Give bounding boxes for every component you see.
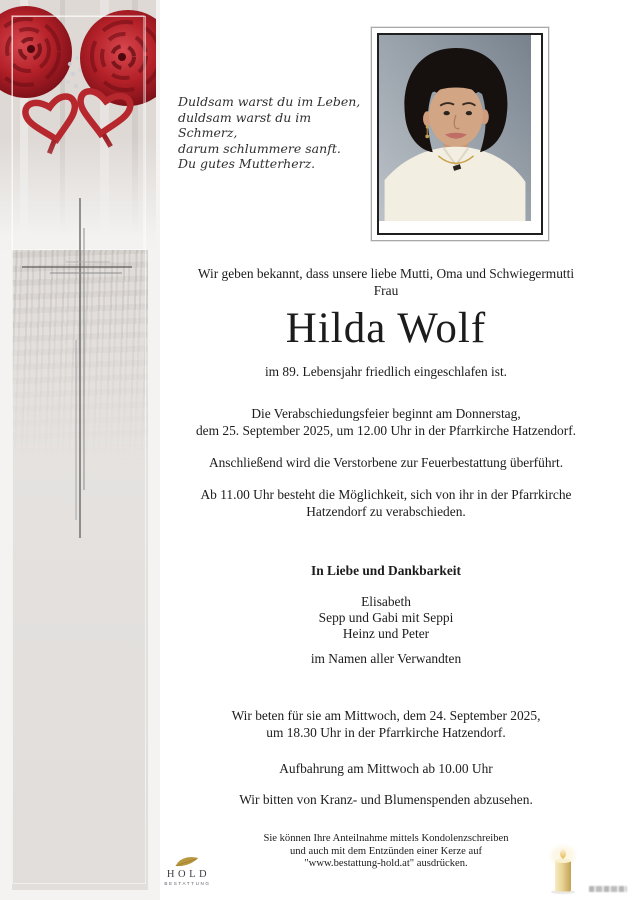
poem xyxy=(178,94,368,172)
portrait-photo-frame xyxy=(371,27,549,241)
farewell-line2: dem 25. September 2025, um 12.00 Uhr in der Pfarrkirche Hatzendorf. xyxy=(195,423,577,438)
family-closing: im Namen aller Verwandten xyxy=(310,651,462,666)
cross-icon xyxy=(14,190,146,540)
leaf-icon xyxy=(174,855,200,868)
funeral-home-subtitle: BESTATTUNG xyxy=(164,881,211,886)
prayer-line2: um 18.30 Uhr in der Pfarrkirche Hatzendorf. xyxy=(266,725,506,740)
farewell-service-info xyxy=(160,405,612,439)
family-names xyxy=(160,594,612,642)
poem-line: darum schlummere sanft. xyxy=(178,140,341,156)
family-name: Heinz und Peter xyxy=(342,626,430,641)
viewing-line1: Ab 11.00 Uhr besteht die Möglichkeit, sich von ihr in der Pfarrkirche xyxy=(200,487,572,502)
candle-icon xyxy=(540,843,586,895)
farewell-line1: Die Verabschiedungsfeier beginnt am Donnerstag, xyxy=(251,406,521,421)
announcement xyxy=(160,265,612,299)
age-line: im 89. Lebensjahr friedlich eingeschlafen ist. xyxy=(264,364,508,379)
viewing-line2: Hatzendorf zu verabschieden. xyxy=(306,504,466,519)
poem-line: Duldsam warst du im Leben, xyxy=(178,94,361,109)
family-heading: In Liebe und Dankbarkeit xyxy=(311,563,461,578)
viewing-info xyxy=(160,486,612,520)
flower-request: Wir bitten von Kranz- und Blumenspenden abzusehen. xyxy=(239,792,533,807)
announcement-line1: Wir geben bekannt, dass unsere liebe Mutti, Oma und Schwiegermutti xyxy=(197,266,575,281)
prayer-info xyxy=(160,707,612,741)
laying-out-info: Aufbahrung am Mittwoch ab 10.00 Uhr xyxy=(279,761,493,776)
funeral-home-name: HOLD xyxy=(166,869,211,880)
cremation-info: Anschließend wird die Verstorbene zur Feuerbestattung überführt. xyxy=(208,455,564,470)
deceased-name: Hilda Wolf xyxy=(285,305,487,352)
poem-line: Du gutes Mutterherz. xyxy=(178,156,316,171)
prayer-line1: Wir beten für sie am Mittwoch, dem 24. September 2025, xyxy=(231,708,541,723)
decorative-strip xyxy=(0,0,160,900)
family-name: Elisabeth xyxy=(361,594,411,609)
poem-line: duldsam warst du im Schmerz, xyxy=(178,109,312,140)
portrait-photo xyxy=(377,33,543,235)
condolence-line1: Sie können Ihre Anteilnahme mittels Kondolenzschreiben xyxy=(263,833,509,844)
condolence-line2: und auch mit dem Entzünden einer Kerze auf xyxy=(289,845,483,857)
family-name: Sepp und Gabi mit Seppi xyxy=(318,610,454,625)
announcement-line2: Frau xyxy=(373,283,399,298)
print-code xyxy=(589,886,627,892)
condolence-website-line: "www.bestattung-hold.at" ausdrücken. xyxy=(304,858,468,870)
funeral-home-logo xyxy=(158,855,216,886)
